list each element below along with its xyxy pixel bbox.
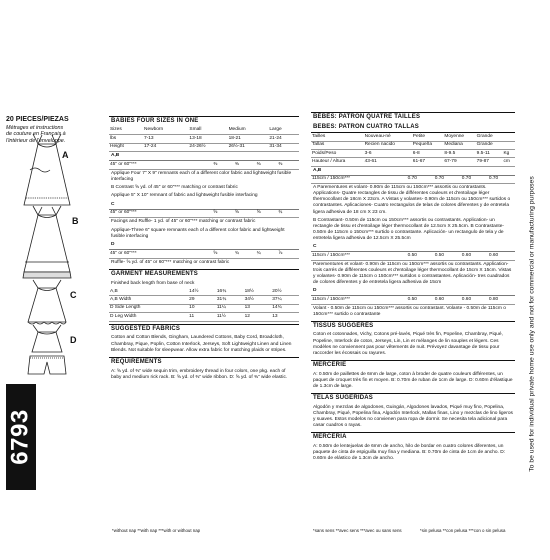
garment-cell: 16¾ — [216, 288, 244, 296]
garment-cell: 13 — [271, 313, 299, 321]
fabric-cell: 45" or 60"*** — [109, 210, 212, 218]
fabric-cell: ¾ — [256, 250, 278, 258]
es-merceria-title: MERCERIA — [311, 432, 515, 443]
pattern-number: 6793 — [7, 409, 35, 465]
size-cell: 43-61 — [364, 158, 412, 166]
size-cell: Grande — [476, 133, 503, 141]
en-garment-title: GARMENT MEASUREMENTS — [109, 269, 299, 280]
size-cell: 8-9.5 — [443, 149, 475, 157]
size-cell: Moyenne — [443, 133, 475, 141]
en-d-label: D — [109, 241, 299, 250]
size-cell: Large — [268, 127, 299, 135]
fr-ab-text: A Parementures et volant- 0.90m de 115cm ou 150cm*** assortis ou contrastants. Applications- Quatre rectangles de tissu de différentes couleurs et d'entoilage léger thermocollant de 18cm X 23cm. A Vistas y volantes- 0.90m de 115cm ou 150cm*** surtidos o contrastantes. Aplicaciones- Cuatro rectangulos de telas de colores diferentes y de entretela ligera adhesiva de 18 cm X 23 cm. — [313, 185, 511, 215]
fabric-cell: 0.80 — [488, 296, 515, 304]
view-c-sketch — [28, 280, 66, 324]
fabric-cell: ¾ — [277, 210, 299, 218]
garment-cell: A,B Width — [109, 296, 188, 304]
size-cell: 24-26½ — [188, 143, 227, 151]
size-cell: Nouveau-né — [364, 133, 412, 141]
en-c-label: C — [109, 201, 299, 210]
fabric-cell: ⅜ — [277, 161, 299, 169]
fabric-cell: ⅝ — [256, 210, 278, 218]
garment-cell: 34½ — [244, 296, 272, 304]
view-label-d: D — [70, 335, 77, 345]
size-cell: Pequeña — [412, 141, 444, 149]
size-cell: 18-21 — [228, 135, 269, 143]
garment-cell: 18½ — [244, 288, 272, 296]
fr-sizes-table — [311, 133, 515, 166]
size-cell: 9.5-11 — [476, 149, 503, 157]
fr-mercerie-text: A: 0.50m de paillettes de 6mm de large, coton à broder de quatre couleurs différentes, un paquet de croquet très fin et moyen. B: 0.70m de ruban de 1cm de large. D: 0.60m d'élastique de 1.3cm de large. — [313, 371, 513, 389]
garment-cell: 11 — [188, 313, 216, 321]
fr-b-text: B Contrastant- 0.50m de 115cm ou 150cm*** assortis ou contrastants. Application- un rectangle de tissu et d'entoilage léger thermocollant de 12.5cm X 25.5cm. B Contrastante- 0.50m de 115cm o 150cm*** surtido o contrastante. Aplicación- un rectangulo de tela y de entretela ligera adhesiva de 12.5cm X 25.5cm — [313, 217, 505, 242]
size-cell: 6-8 — [412, 149, 444, 157]
pieces-block — [6, 116, 106, 144]
fr-tissus-title: TISSUS SUGGÉRÉS — [311, 321, 515, 332]
fabric-cell: ⅜ — [256, 161, 278, 169]
fabric-cell: 0.70 — [434, 176, 461, 184]
es-footnote: *sin pelusa **con pelusa ***con o sin pelusa — [420, 528, 506, 533]
garment-cell: A,B — [109, 288, 188, 296]
fr-c-label: C — [311, 243, 515, 252]
vertical-notice-text: To be used for individual private home use only and not for commercial or manufacturing purposes — [528, 176, 536, 472]
es-telas-text: Algodón y mezclas de algodones, Guingán, Algodones lavados, Piqué muy fino, Popelina, Chambray, Piqué, Popelina fina, Algodón Interlock, Mallas finas, Lino y mezclas de lino ligeros y suaves. Estos modelos no convienen para ropa de dormir. Se necesita tela adicional para casar cuadros o rayas. — [313, 404, 513, 429]
size-cell: lbs — [109, 135, 143, 143]
pieces-count: 20 PIECES/PIEZAS — [6, 116, 69, 123]
en-ab-label: A,B — [109, 152, 299, 161]
fr-d-text: Volant - 0.50m de 115cm ou 150cm*** assortis ou contrastant. Volante - 0.50m de 115cm o 150cm*** surtido o contrastante — [313, 305, 506, 317]
fr-mercerie-title: MERCERIE — [311, 360, 515, 371]
fabric-cell: 0.60 — [434, 296, 461, 304]
fabric-cell: ¾ — [234, 250, 256, 258]
fabric-cell: ⅝ — [234, 210, 256, 218]
garment-cell: 37¼ — [271, 296, 299, 304]
en-footnote: *without nap **with nap ***with or without nap — [112, 528, 201, 533]
fr-footnote: *sans sens **avec sens ***avec ou sans sens — [313, 528, 402, 533]
fabric-cell: ⅜ — [212, 161, 234, 169]
fabric-cell: ⅝ — [212, 210, 234, 218]
size-cell: Height — [109, 143, 143, 151]
size-cell: 79-87 — [476, 158, 503, 166]
fabric-cell: ⅜ — [234, 161, 256, 169]
size-cell: Newborn — [143, 127, 188, 135]
garment-cell: 12 — [244, 313, 272, 321]
es-merceria-text: A: 0.50m de lentejuelas de 6mm de ancho, hilo de bordar en cuatro colores diferentes, un paquete de cinta de espiguilla muy fina y mediana. B: 0.70m de cinta de 1cm de ancho. D: 0.60m de elástico de 1.3cm de ancho. — [313, 443, 505, 462]
en-req-title: REQUIREMENTS — [109, 357, 299, 368]
size-cell: 31-34 — [268, 143, 299, 151]
size-cell: Tailles — [311, 133, 364, 141]
en-ab-fabric — [109, 161, 299, 169]
garment-cell: 11½ — [216, 313, 244, 321]
size-cell: Tallas — [311, 141, 364, 149]
fr-d-fabric — [311, 296, 515, 304]
size-cell: 67-79 — [443, 158, 475, 166]
vertical-notice — [520, 104, 544, 544]
en-ab-applique: Applique Four 7" X 9" remnants each of a different color fabric and lightweight fusible interfacing — [111, 170, 292, 182]
fabric-cell: 45" or 60"*** — [109, 250, 212, 258]
garment-cell: 10 — [188, 304, 216, 312]
garment-sketches — [0, 0, 110, 380]
fabric-cell: ⅞ — [277, 250, 299, 258]
en-title: BABIES FOUR SIZES IN ONE — [109, 116, 299, 127]
size-cell: Petite — [412, 133, 444, 141]
fabric-cell: 0.70 — [488, 176, 515, 184]
size-cell: 13-18 — [188, 135, 227, 143]
view-label-b: B — [72, 216, 79, 226]
garment-cell: D Leg Width — [109, 313, 188, 321]
en-garment-sub: Finished back length from base of neck — [111, 280, 195, 286]
fabric-cell: ⅝ — [212, 250, 234, 258]
fabric-cell: 0.50 — [407, 252, 434, 260]
size-cell: 3-6 — [364, 149, 412, 157]
fr-c-fabric — [311, 252, 515, 260]
french-spanish-column — [311, 110, 515, 463]
en-b-contrast: B Contrast ⅝ yd. of 45" or 60"*** matching or contrast fabric — [111, 185, 238, 191]
fr-ab-label: A,B — [311, 167, 515, 176]
fr-d-label: D — [311, 287, 515, 296]
fabric-cell: 0.60 — [461, 296, 488, 304]
size-cell: Hauteur / Altura — [311, 158, 364, 166]
es-telas-title: TELAS SUGERIDAS — [311, 393, 515, 404]
size-cell: Small — [188, 127, 227, 135]
en-sizes-table — [109, 127, 299, 152]
en-d-ruffle: Ruffle- ⅝ yd. of 45" or 60"*** matching or contrast fabric — [111, 259, 230, 265]
fabric-cell: 0.50 — [407, 296, 434, 304]
garment-cell: 31¾ — [216, 296, 244, 304]
fabric-cell: 45" or 60"*** — [109, 161, 212, 169]
garment-cell: 11¼ — [216, 304, 244, 312]
en-c-applique: Applique-Three 6" square remnants each of a different color fabric and lightweight fusible interfacing — [111, 227, 285, 239]
fr-title1: BÉBÉS: PATRON QUATRE TAILLES — [311, 112, 515, 123]
fr-c-text: Parementures et volant- 0.90m de 115cm ou 150cm*** assortis ou contrastants. Application- trois carrés de différentes couleurs et d'entoilage léger thermocollant de 15cm X 15cm. Vistas y volantes- 0.90m de 115cm o 150cm*** surtidos o contrastantes. Aplicación- tres cuadrados de colores diferentes y de entretela ligera adhesiva de 15cm — [313, 261, 512, 285]
size-cell: Sizes — [109, 127, 143, 135]
fabric-cell: 115cm / 150cm*** — [311, 176, 407, 184]
garment-cell: 14½ — [188, 288, 216, 296]
en-suggested-text: Cotton and Cotton Blends, Gingham, Laundered Cottons, Baby Cord, Broadcloth, Chambray, Pique, Poplin, Cotton Interlock, Jerseys, Soft Lightweight Linen and Linen Blends. Not suitable for sleepwear. Allow extra fabric for matching plaids or stripes. — [111, 335, 292, 353]
size-cell: 7-13 — [143, 135, 188, 143]
en-suggested-title: SUGGESTED FABRICS — [109, 324, 299, 335]
size-cell: Poids/Peso — [311, 149, 364, 157]
fr-tissus-text: Coton et cotonnades, Vichy, Cotons pré-lavés, Piqué très fin, Popeline, Chambray, Piqué, Popeline, Interlock de coton, Jerseys, Lin, Lin et mélanges de lin souples et légers. Ces modèles ne conviennent pas pour vêtements de nuit. Prévoyez davantage de tissu pour raccorder les écossais ou rayures. — [313, 332, 503, 356]
pieces-fr-line1: Métrages et instructions — [6, 124, 64, 131]
view-b-sketch — [23, 206, 71, 278]
fr-title2: BEBES: PATRON CUATRO TALLAS — [311, 123, 515, 134]
view-label-c: C — [70, 290, 77, 300]
fabric-cell: 0.70 — [407, 176, 434, 184]
view-label-a: A — [62, 150, 69, 160]
size-cell: 61-67 — [412, 158, 444, 166]
en-c-facings: Facings and Ruffle- 1 yd. of 45" or 60"*** matching or contrast fabric — [111, 219, 256, 225]
fabric-cell: 115cm / 150cm*** — [311, 252, 407, 260]
pieces-fr-line3: l'intérieur de l'enveloppe. — [6, 137, 66, 144]
fabric-cell: 0.70 — [461, 176, 488, 184]
en-garment-table — [109, 288, 299, 322]
size-cell: Grande — [476, 141, 503, 149]
size-cell: Medium — [228, 127, 269, 135]
fabric-cell: 0.60 — [461, 252, 488, 260]
garment-cell: 20½ — [271, 288, 299, 296]
garment-cell: 29 — [188, 296, 216, 304]
size-cell: 17-24 — [143, 143, 188, 151]
pattern-number-badge — [6, 384, 36, 490]
view-d-sketch — [28, 325, 66, 374]
fabric-cell: 115cm / 150cm*** — [311, 296, 407, 304]
en-req-text: A: ⅝ yd. of ⅜" wide sequin trim, embroidery thread in four colors, one pkg. each of baby and medium rick rack. B: ⅝ yd. of ⅜" wide ribbon. D: ⅝ yd. of ⅜" wide elastic. — [111, 368, 288, 381]
en-d-fabric — [109, 250, 299, 258]
size-cell: Mediana — [443, 141, 475, 149]
size-cell: 26½-31 — [228, 143, 269, 151]
english-column — [109, 114, 299, 382]
pieces-fr-line2: de couture en Français à — [6, 131, 66, 138]
fabric-cell: 0.50 — [434, 252, 461, 260]
size-unit: cm — [502, 158, 515, 166]
size-unit: Kg — [502, 149, 515, 157]
size-cell: 21-24 — [268, 135, 299, 143]
garment-cell: 13 — [244, 304, 272, 312]
en-c-fabric — [109, 210, 299, 218]
en-b-applique: Applique 5" X 10" remnant of fabric and lightweight fusible interfacing — [111, 193, 258, 199]
garment-cell: 14¾ — [271, 304, 299, 312]
fr-ab-fabric — [311, 176, 515, 184]
size-cell: Recien nacido — [364, 141, 412, 149]
garment-cell: D Side Length — [109, 304, 188, 312]
view-a-sketch — [24, 134, 70, 205]
fabric-cell: 0.60 — [488, 252, 515, 260]
